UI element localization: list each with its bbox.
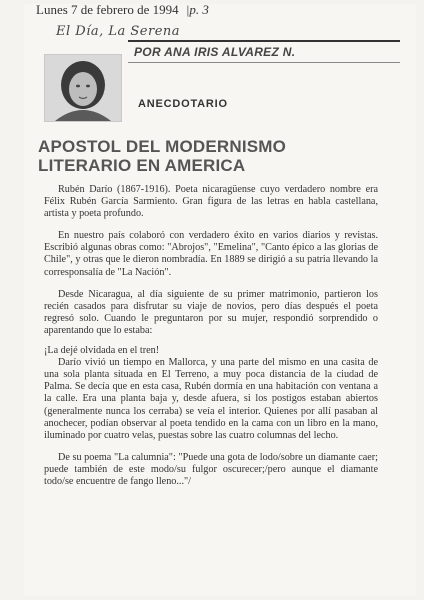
author-portrait-icon (45, 55, 121, 121)
author-photo (44, 54, 122, 122)
dateline-header (36, 2, 209, 18)
page-reference: |p. 3 (185, 2, 209, 17)
paragraph: Desde Nicaragua, al día siguiente de su primer matrimonio, partieron los recién casados para disfrutar su viaje de novios, pero días después el poeta regresó solo. Cuando le preguntaron por su mujer, respondió sorprendido o aparentando que lo estaba: (44, 288, 378, 336)
handwritten-source-note: El Día, La Serena (56, 24, 181, 39)
quoted-line: ¡La dejé olvidada en el tren! (44, 345, 160, 357)
paragraph: Rubén Darío (1867-1916). Poeta nicaragüense cuyo verdadero nombre era Félix Rubén García Sarmiento. Gran figura de las letras en habla castellana, artista y poeta profundo. (44, 184, 378, 220)
paragraph: De su poema "La calumnia": "Puede una gota de lodo/sobre un diamante caer; puede también de este modo/su fulgor oscurecer;/pero aunque el diamante todo/se encuentre de fango lleno..."/ (44, 451, 378, 487)
title-line-2: LITERARIO EN AMERICA (38, 156, 246, 175)
dateline: Lunes 7 de febrero de 1994 (36, 2, 179, 17)
article-body (44, 184, 378, 488)
top-rule (128, 40, 400, 42)
paragraph: En nuestro país colaboró con verdadero éxito en varios diarios y revistas. Escribió algunas obras como: "Abrojos", "Emelina", "Canto épico a las glorias de Chile", y otras que le dieron nombradía. En 1889 se dirigió a su patria llevando la corresponsalía de "La Nación". (44, 230, 378, 278)
paragraph: Darío vivió un tiempo en Mallorca, y una parte del mismo en una casita de una sola planta situada en El Terreno, a muy poca distancia de la ciudad de Palma. Se decía que en esta casa, Rubén dormía en una habitación con ventana a la calle. Era una planta baja y, desde afuera, si los postigos estaban abiertos (generalmente nunca los cerraba) se veía el interior. Quienes por allí pasaban al anochecer, podían observar al poeta tendido en la cama con un libro en la mano, iluminado por cuatro velas, puestas sobre las cuatro columnas del lecho. (44, 357, 378, 441)
title-line-1: APOSTOL DEL MODERNISMO (38, 137, 287, 156)
article-title (38, 137, 398, 175)
byline-rule (128, 62, 400, 63)
byline: POR ANA IRIS ALVAREZ N. (134, 45, 296, 59)
section-label: ANECDOTARIO (138, 98, 228, 110)
